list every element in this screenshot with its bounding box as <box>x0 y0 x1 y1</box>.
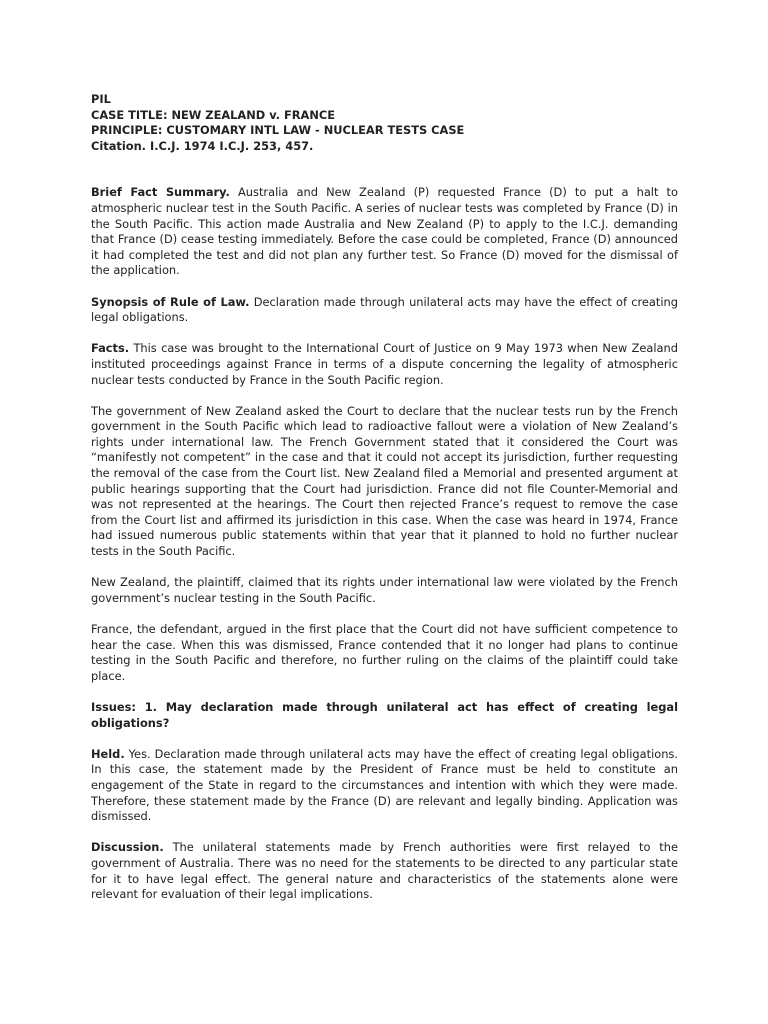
facts-text: This case was brought to the International Court of Justice on 9 May 1973 when New Zealand instituted proceedings against France in terms of a dispute concerning the legality of atmospheric nuclear tests conducted by France in the South Pacific region. <box>91 341 678 387</box>
facts-paragraph-3: New Zealand, the plaintiff, claimed that its rights under international law were violated by the French government’s nuclear testing in the South Pacific. <box>91 575 678 605</box>
principle-heading: PRINCIPLE: CUSTOMARY INTL LAW - NUCLEAR TESTS CASE <box>91 123 465 138</box>
case-title: CASE TITLE: NEW ZEALAND v. FRANCE <box>91 107 336 122</box>
discussion-text: The unilateral statements made by French authorities were first relayed to the government of Australia. There was no need for the statements to be directed to any particular state for it to have legal effect. The general nature and characteristics of the statements alone were relevant for evaluation of their legal implications. <box>91 840 678 902</box>
held-text: Yes. Declaration made through unilateral acts may have the effect of creating legal obligations. In this case, the statement made by the President of France must be held to constitute an engagement of the State in regard to the circumstances and intention with which they were made. Therefore, these statement made by the France (D) are relevant and legally binding. Application was dismissed. <box>91 746 678 824</box>
document-page <box>91 92 678 918</box>
issues-paragraph: Issues: 1. May declaration made through unilateral act has effect of creating legal obligations? <box>91 699 678 730</box>
facts-lead: Facts. <box>91 341 130 356</box>
held-lead: Held. <box>91 746 125 761</box>
citation-heading: Citation. I.C.J. 1974 I.C.J. 253, 457. <box>91 138 314 153</box>
brief-fact-summary <box>91 185 678 279</box>
subject-heading: PIL <box>91 92 111 106</box>
brief-fact-text: Australia and New Zealand (P) requested France (D) to put a halt to atmospheric nuclear test in the South Pacific. A series of nuclear tests was completed by France (D) in the South Pacific. This action made Australia and New Zealand (P) to apply to the I.C.J. demanding that France (D) cease testing immediately. Before the case could be completed, France (D) announced it had completed the test and did not plan any further test. So France (D) moved for the dismissal of the application. <box>91 185 678 278</box>
header-spacer <box>91 154 678 185</box>
synopsis-text: Declaration made through unilateral acts may have the effect of creating legal obligations. <box>91 294 678 325</box>
discussion-lead: Discussion. <box>91 840 164 855</box>
facts-paragraph-4: France, the defendant, argued in the first place that the Court did not have sufficient competence to hear the case. When this was dismissed, France contended that it no longer had plans to continue testing in the South Pacific and therefore, no further ruling on the claims of the plaintiff could take place. <box>91 622 678 683</box>
facts-paragraph-2: The government of New Zealand asked the Court to declare that the nuclear tests run by the French government in the South Pacific which lead to radioactive fallout were a violation of New Zealand’s rights under international law. The French Government stated that it considered the Court was “manifestly not competent” in the case and that it could not accept its jurisdiction, further requesting the removal of the case from the Court list. New Zealand filed a Memorial and presented argument at public hearings supporting that the Court had jurisdiction. France did not file Counter-Memorial and was not represented at the hearings. The Court then rejected France’s request to remove the case from the Court list and affirmed its jurisdiction in this case. When the case was heard in 1974, France had issued numerous public statements within that year that it planned to hold no further nuclear tests in the South Pacific. <box>91 403 678 559</box>
brief-fact-lead: Brief Fact Summary. <box>91 185 230 200</box>
synopsis-lead: Synopsis of Rule of Law. <box>91 294 250 309</box>
facts-paragraph <box>91 341 678 388</box>
synopsis-paragraph <box>91 295 678 326</box>
held-paragraph <box>91 747 678 825</box>
discussion-paragraph <box>91 840 678 902</box>
